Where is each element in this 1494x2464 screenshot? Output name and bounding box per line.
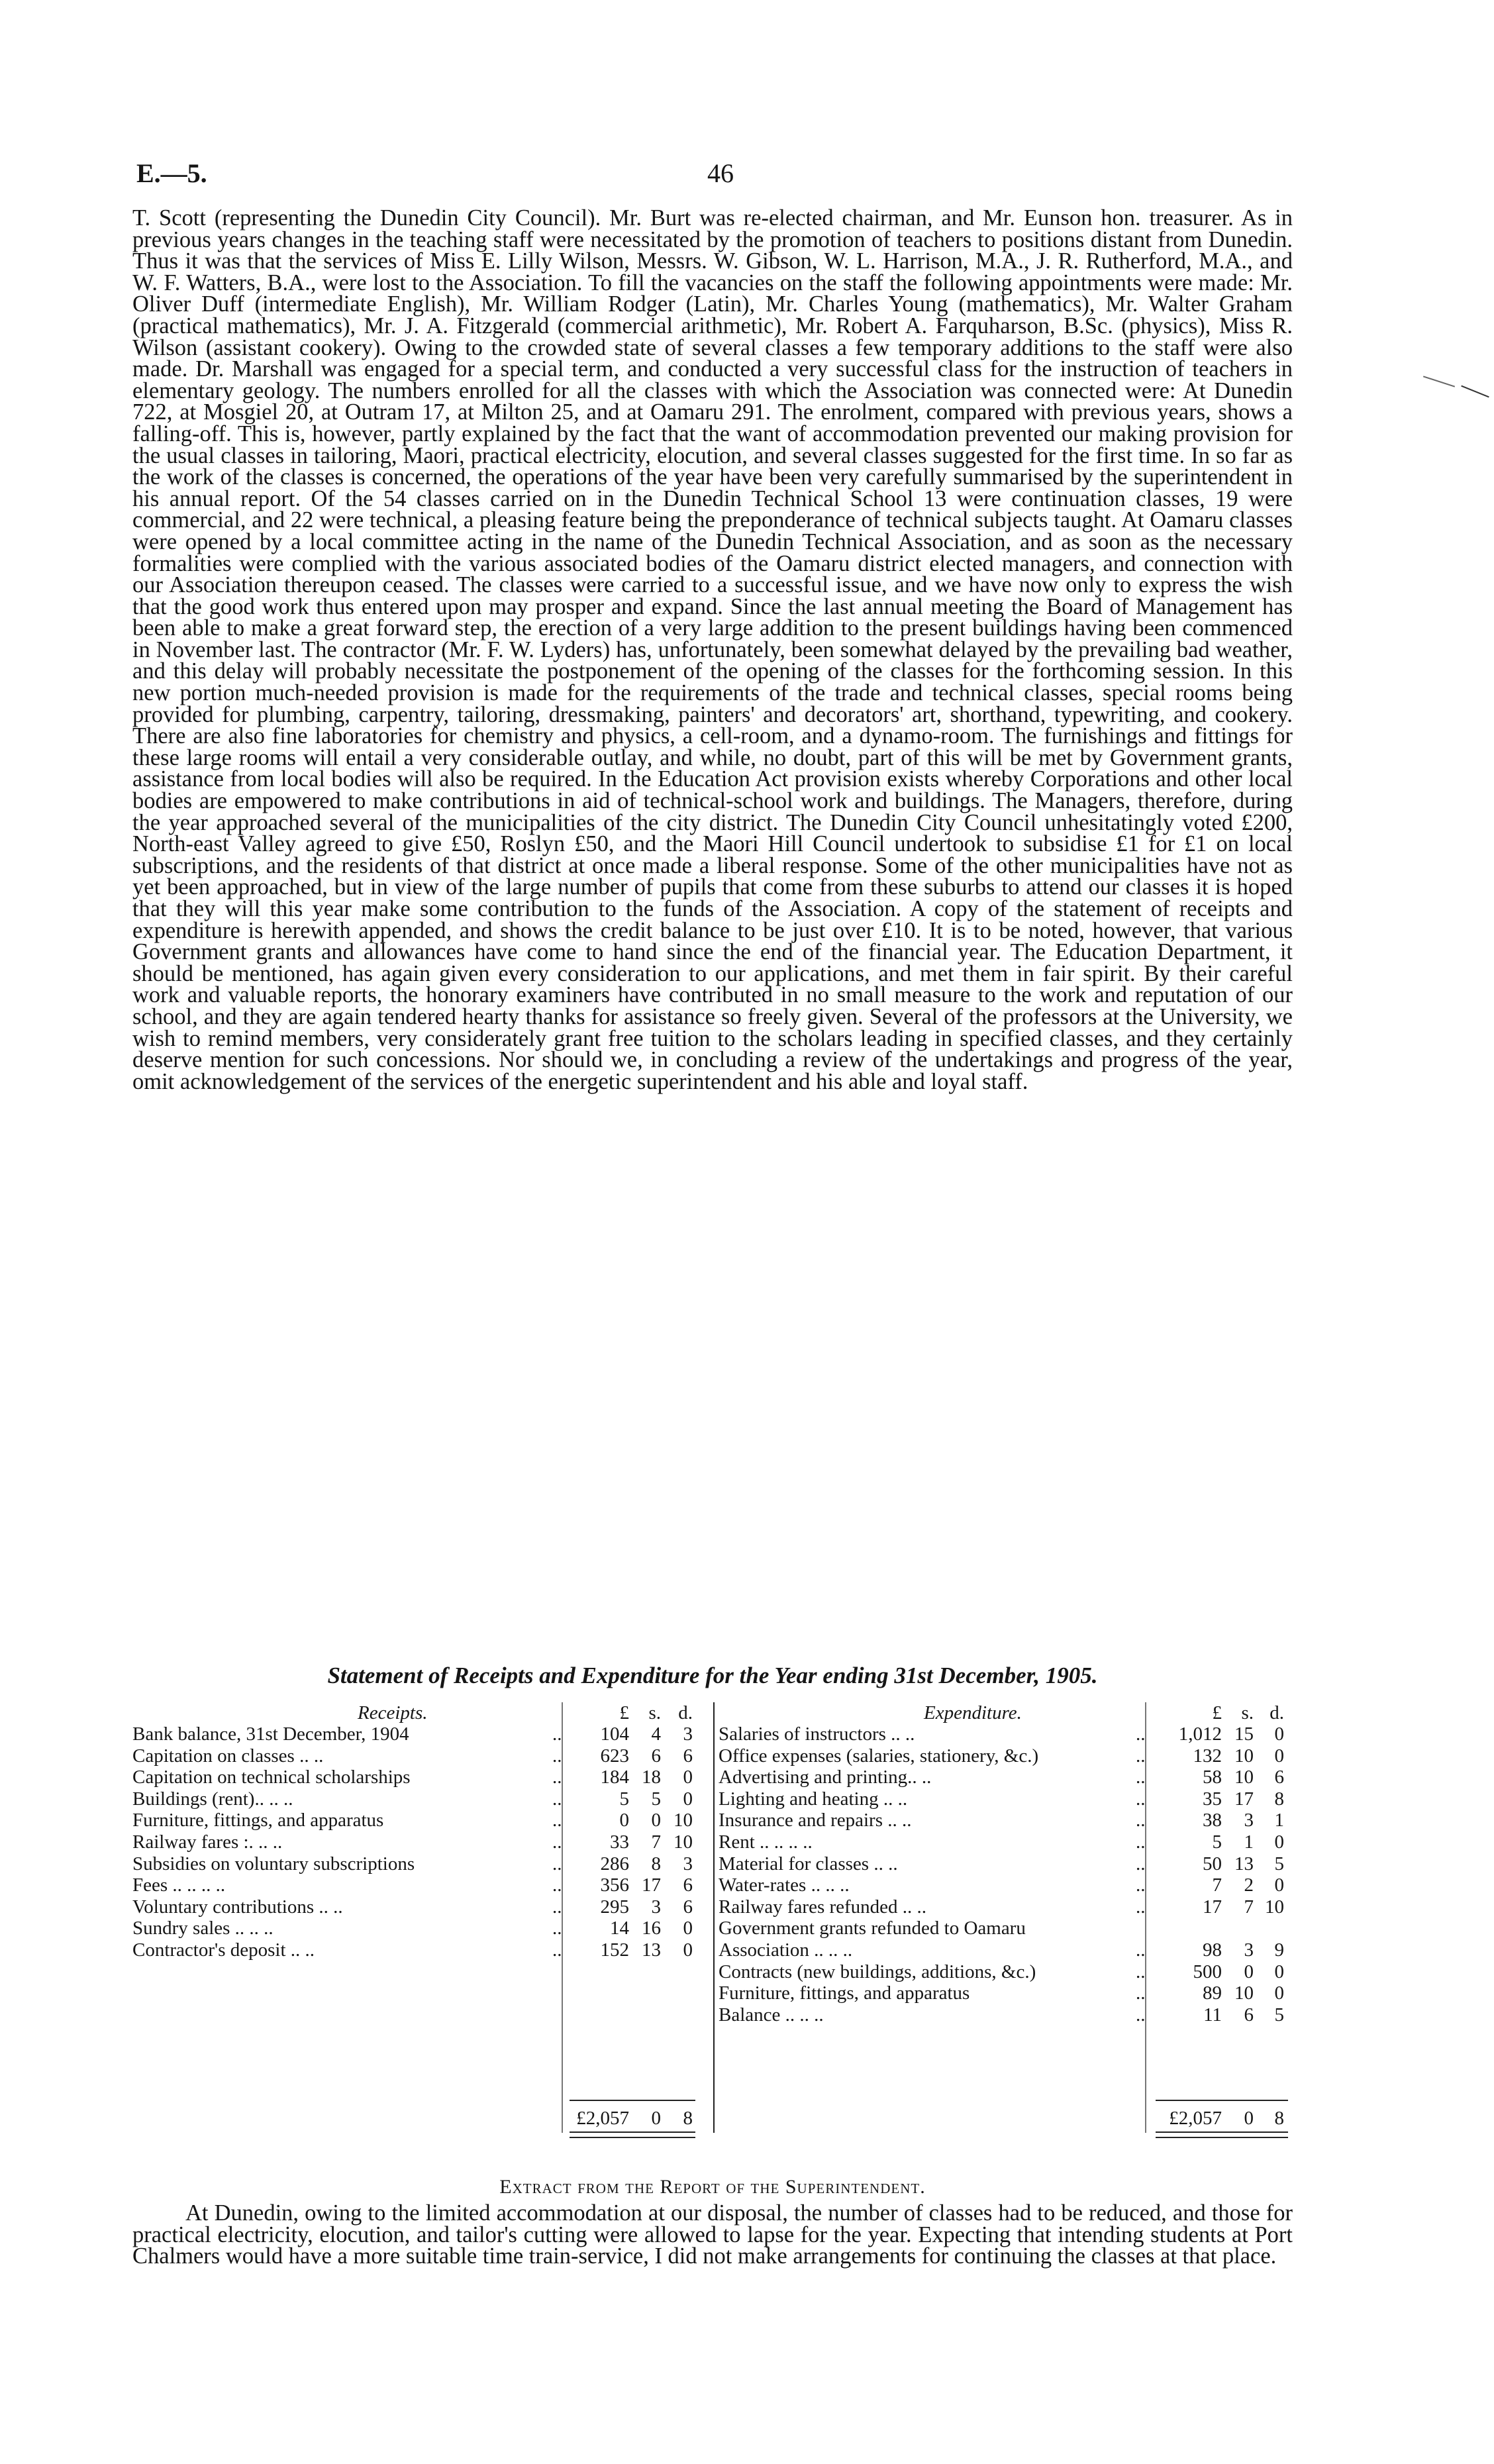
receipts-row: [132, 1788, 715, 1810]
expenditure-pence: 10: [1265, 1896, 1284, 1918]
total-double-rule: [570, 2131, 695, 2138]
expenditure-label: Association .. .. ..: [719, 1939, 853, 1961]
receipts-shillings: 5: [651, 1788, 661, 1810]
expenditure-pence: 5: [1274, 1853, 1284, 1874]
unit-pence: d.: [1270, 1702, 1284, 1723]
receipts-pence: 6: [683, 1874, 693, 1896]
statement-title: Statement of Receipts and Expenditure for the Year ending 31st December, 1905.: [327, 1663, 1098, 1688]
receipts-row: [132, 1831, 715, 1853]
receipts-label: Capitation on technical scholarships: [132, 1767, 411, 1788]
expenditure-label: Insurance and repairs .. ..: [719, 1810, 912, 1831]
receipts-label: Sundry sales .. .. ..: [132, 1918, 274, 1939]
receipts-total-shillings: 0: [651, 2108, 661, 2129]
expenditure-dot-leader: ..: [1136, 1961, 1146, 1982]
expenditure-pounds: 58: [1203, 1767, 1222, 1788]
receipts-row: [132, 1853, 715, 1875]
expenditure-pounds: 500: [1193, 1961, 1222, 1982]
receipts-label: Voluntary contributions .. ..: [132, 1896, 343, 1918]
receipts-label: Subsidies on voluntary subscriptions: [132, 1853, 415, 1874]
receipts-dot-leader: ..: [552, 1788, 562, 1810]
receipts-row: [132, 1767, 715, 1788]
expenditure-pounds: 132: [1193, 1745, 1222, 1767]
expenditure-header: [719, 1702, 1293, 1723]
receipts-pounds: 295: [600, 1896, 629, 1918]
expenditure-pounds: 5: [1212, 1831, 1222, 1853]
page-header: [132, 158, 1291, 197]
receipts-heading: Receipts.: [358, 1702, 428, 1723]
expenditure-shillings: 1: [1244, 1831, 1254, 1853]
expenditure-pounds: 17: [1203, 1896, 1222, 1918]
receipts-shillings: 6: [651, 1745, 661, 1767]
margin-mark: [1461, 385, 1489, 398]
receipts-total-row: [132, 2106, 715, 2130]
expenditure-row: [719, 1896, 1293, 1918]
receipts-shillings: 7: [651, 1831, 661, 1853]
expenditure-pence: 0: [1274, 1831, 1284, 1853]
receipts-shillings: 4: [651, 1723, 661, 1745]
receipts-label: Contractor's deposit .. ..: [132, 1939, 315, 1961]
total-rule: [570, 2100, 695, 2101]
document-reference: E.—5.: [136, 158, 207, 188]
receipts-shillings: 3: [651, 1896, 661, 1918]
receipts-pence: 3: [683, 1723, 693, 1745]
expenditure-label: Office expenses (salaries, stationery, &c.): [719, 1745, 1039, 1767]
expenditure-shillings: 2: [1244, 1874, 1254, 1896]
expenditure-label: Lighting and heating .. ..: [719, 1788, 908, 1810]
expenditure-pounds: 98: [1203, 1939, 1222, 1961]
receipts-row: [132, 1810, 715, 1831]
expenditure-dot-leader: ..: [1136, 1810, 1146, 1831]
receipts-row: [132, 1745, 715, 1767]
unit-pounds: £: [619, 1702, 629, 1723]
total-double-rule: [1156, 2131, 1288, 2138]
receipts-label: Railway fares :. .. ..: [132, 1831, 283, 1853]
receipts-dot-leader: ..: [552, 1810, 562, 1831]
expenditure-dot-leader: ..: [1136, 1896, 1146, 1918]
expenditure-row: [719, 1831, 1293, 1853]
receipts-pounds: 356: [600, 1874, 629, 1896]
receipts-dot-leader: ..: [552, 1831, 562, 1853]
expenditure-dot-leader: ..: [1136, 1853, 1146, 1874]
expenditure-label: Furniture, fittings, and apparatus: [719, 1982, 970, 2004]
extract-text: At Dunedin, owing to the limited accommodation at our disposal, the number of classes had to be reduced, and those for practical electricity, elocution, and tailor's cutting were allowed to lapse for the year. Expecting that intending students at Port Chalmers would have a more suitable time train-service, I did not make arrangements for continuing the classes at that place.: [132, 2200, 1293, 2269]
receipts-pounds: 104: [600, 1723, 629, 1745]
expenditure-row: [719, 1961, 1293, 1983]
expenditure-total-pence: 8: [1274, 2108, 1284, 2129]
expenditure-shillings: 10: [1234, 1767, 1254, 1788]
expenditure-pence: 9: [1274, 1939, 1284, 1961]
receipts-pence: 10: [673, 1810, 693, 1831]
receipts-pounds: 184: [600, 1767, 629, 1788]
expenditure-label: Railway fares refunded .. ..: [719, 1896, 927, 1918]
expenditure-row: [719, 1745, 1293, 1767]
expenditure-total-pounds: £2,057: [1169, 2108, 1222, 2129]
expenditure-dot-leader: ..: [1136, 1831, 1146, 1853]
expenditure-shillings: 3: [1244, 1810, 1254, 1831]
receipts-label: Capitation on classes .. ..: [132, 1745, 324, 1767]
margin-mark: [1423, 376, 1455, 387]
receipts-row: [132, 1918, 715, 1939]
expenditure-row: [719, 1939, 1293, 1961]
expenditure-shillings: 10: [1234, 1745, 1254, 1767]
expenditure-row: [719, 1853, 1293, 1875]
expenditure-pence: 0: [1274, 1982, 1284, 2004]
receipts-dot-leader: ..: [552, 1939, 562, 1961]
expenditure-shillings: 3: [1244, 1939, 1254, 1961]
receipts-row: [132, 1896, 715, 1918]
receipts-row: [132, 1723, 715, 1745]
expenditure-pounds: 1,012: [1178, 1723, 1222, 1745]
expenditure-shillings: 10: [1234, 1982, 1254, 2004]
expenditure-row: [719, 1982, 1293, 2004]
receipts-pounds: 33: [610, 1831, 629, 1853]
receipts-rows: [132, 1723, 715, 1961]
total-rule: [1156, 2100, 1288, 2101]
expenditure-row: [719, 1810, 1293, 1831]
body-paragraph: [132, 207, 1293, 1092]
receipts-dot-leader: ..: [552, 1853, 562, 1874]
expenditure-label: Water-rates .. .. ..: [719, 1874, 850, 1896]
expenditure-row: [719, 1767, 1293, 1788]
expenditure-shillings: 13: [1234, 1853, 1254, 1874]
receipts-pence: 0: [683, 1918, 693, 1939]
receipts-dot-leader: ..: [552, 1896, 562, 1918]
receipts-pence: 0: [683, 1767, 693, 1788]
receipts-pence: 10: [673, 1831, 693, 1853]
receipts-dot-leader: ..: [552, 1767, 562, 1788]
expenditure-pounds: 50: [1203, 1853, 1222, 1874]
expenditure-pounds: 89: [1203, 1982, 1222, 2004]
receipts-pounds: 14: [610, 1918, 629, 1939]
unit-shillings: s.: [648, 1702, 661, 1723]
unit-pounds: £: [1212, 1702, 1222, 1723]
expenditure-label: Rent .. .. .. ..: [719, 1831, 813, 1853]
expenditure-total-shillings: 0: [1244, 2108, 1254, 2129]
expenditure-pounds: 35: [1203, 1788, 1222, 1810]
receipts-total-pence: 8: [683, 2108, 693, 2129]
receipts-shillings: 0: [651, 1810, 661, 1831]
receipts-pence: 0: [683, 1788, 693, 1810]
expenditure-rows: [719, 1723, 1293, 2026]
expenditure-pence: 5: [1274, 2004, 1284, 2026]
receipts-expenditure-table: [132, 1702, 1293, 2146]
receipts-shillings: 13: [642, 1939, 661, 1961]
expenditure-dot-leader: ..: [1136, 1723, 1146, 1745]
expenditure-label: Balance .. .. ..: [719, 2004, 824, 2026]
expenditure-total-row: [719, 2106, 1293, 2130]
receipts-pounds: 152: [600, 1939, 629, 1961]
expenditure-dot-leader: ..: [1136, 1939, 1146, 1961]
receipts-total-pounds: £2,057: [576, 2108, 629, 2129]
expenditure-pence: 0: [1274, 1745, 1284, 1767]
unit-shillings: s.: [1241, 1702, 1254, 1723]
expenditure-label: Material for classes .. ..: [719, 1853, 898, 1874]
expenditure-label: Advertising and printing.. ..: [719, 1767, 932, 1788]
expenditure-pence: 0: [1274, 1961, 1284, 1982]
receipts-pounds: 286: [600, 1853, 629, 1874]
expenditure-row: [719, 2004, 1293, 2026]
expenditure-label: Government grants refunded to Oamaru: [719, 1918, 1026, 1939]
receipts-pence: 0: [683, 1939, 693, 1961]
expenditure-dot-leader: ..: [1136, 1874, 1146, 1896]
expenditure-pounds: 7: [1212, 1874, 1222, 1896]
extract-title: Extract from the Report of the Superintendent.: [499, 2176, 926, 2198]
receipts-shillings: 17: [642, 1874, 661, 1896]
receipts-dot-leader: ..: [552, 1723, 562, 1745]
expenditure-pounds: 11: [1203, 2004, 1222, 2026]
expenditure-dot-leader: ..: [1136, 2004, 1146, 2026]
receipts-label: Bank balance, 31st December, 1904: [132, 1723, 409, 1745]
receipts-row: [132, 1939, 715, 1961]
page-number: 46: [707, 158, 734, 188]
expenditure-pence: 8: [1274, 1788, 1284, 1810]
expenditure-label: Contracts (new buildings, additions, &c.): [719, 1961, 1036, 1982]
receipts-shillings: 16: [642, 1918, 661, 1939]
receipts-label: Fees .. .. .. ..: [132, 1874, 226, 1896]
receipts-shillings: 18: [642, 1767, 661, 1788]
expenditure-shillings: 15: [1234, 1723, 1254, 1745]
unit-pence: d.: [678, 1702, 693, 1723]
expenditure-pence: 0: [1274, 1874, 1284, 1896]
expenditure-dot-leader: ..: [1136, 1982, 1146, 2004]
expenditure-dot-leader: ..: [1136, 1745, 1146, 1767]
expenditure-row: [719, 1788, 1293, 1810]
receipts-pounds: 5: [619, 1788, 629, 1810]
receipts-shillings: 8: [651, 1853, 661, 1874]
receipts-label: Buildings (rent).. .. ..: [132, 1788, 293, 1810]
receipts-row: [132, 1874, 715, 1896]
expenditure-row: [719, 1918, 1293, 1939]
expenditure-dot-leader: ..: [1136, 1767, 1146, 1788]
receipts-column: [132, 1702, 715, 2129]
receipts-label: Furniture, fittings, and apparatus: [132, 1810, 384, 1831]
expenditure-dot-leader: ..: [1136, 1788, 1146, 1810]
receipts-header: [132, 1702, 715, 1723]
expenditure-pence: 0: [1274, 1723, 1284, 1745]
expenditure-shillings: 17: [1234, 1788, 1254, 1810]
expenditure-shillings: 6: [1244, 2004, 1254, 2026]
extract-paragraph: [132, 2202, 1293, 2267]
receipts-pounds: 623: [600, 1745, 629, 1767]
expenditure-row: [719, 1723, 1293, 1745]
expenditure-shillings: 7: [1244, 1896, 1254, 1918]
expenditure-heading: Expenditure.: [924, 1702, 1022, 1723]
receipts-pence: 6: [683, 1896, 693, 1918]
expenditure-pence: 6: [1274, 1767, 1284, 1788]
receipts-dot-leader: ..: [552, 1918, 562, 1939]
expenditure-pounds: 38: [1203, 1810, 1222, 1831]
expenditure-column: [719, 1702, 1293, 2129]
receipts-dot-leader: ..: [552, 1745, 562, 1767]
receipts-pence: 6: [683, 1745, 693, 1767]
body-text: T. Scott (representing the Dunedin City Council). Mr. Burt was re-elected chairman, and Mr. Eunson hon. treasurer. As in previous years changes in the teaching staff were necessitated by the promotion of teachers to positions distant from Dunedin. Thus it was that the services of Miss E. Lilly Wilson, Messrs. W. Gibson, W. L. Harrison, M.A., J. R. Rutherford, M.A., and W. F. Watters, B.A., were lost to the Association. To fill the vacancies on the staff the following appointments were made: Mr. Oliver Duff (intermediate English), Mr. William Rodger (Latin), Mr. Charles Young (mathematics), Mr. Walter Graham (practical mathematics), Mr. J. A. Fitzgerald (commercial arithmetic), Mr. Robert A. Farquharson, B.Sc. (physics), Miss R. Wilson (assistant cookery). Owing to the crowded state of several classes a few temporary additions to the staff were also made. Dr. Marshall was engaged for a special term, and conducted a very successful class for the instruction of teachers in elementary geology. The numbers enrolled for all the classes with which the Association was connected were: At Dunedin 722, at Mosgiel 20, at Outram 17, at Milton 25, and at Oamaru 291. The enrolment, compared with previous years, shows a falling-off. This is, however, partly explained by the fact that the want of accommodation prevented our making provision for the usual classes in tailoring, Maori, practical electricity, elocution, and several classes suggested for the first time. In so far as the work of the classes is concerned, the operations of the year have been very carefully summarised by the superintendent in his annual report. Of the 54 classes carried on in the Dunedin Technical School 13 were continuation classes, 19 were commercial, and 22 were technical, a pleasing feature being the preponderance of technical subjects taught. At Oamaru classes were opened by a local committee acting in the name of the Dunedin Technical Association, and as soon as the necessary formalities were complied with the various associated bodies of the Oamaru district elected managers, and connection with our Association thereupon ceased. The classes were carried to a successful issue, and we have now only to express the wish that the good work thus entered upon may prosper and expand. Since the last annual meeting the Board of Management has been able to make a great forward step, the erection of a very large addition to the present buildings having been commenced in November last. The contractor (Mr. F. W. Lyders) has, unfortunately, been somewhat delayed by the prevailing bad weather, and this delay will probably necessitate the postponement of the opening of the classes for the forthcoming session. In this new portion much-needed provision is made for the requirements of the trade and technical classes, special rooms being provided for plumbing, carpentry, tailoring, dressmaking, painters' and decorators' art, shorthand, typewriting, and cookery. There are also fine laboratories for chemistry and physics, a cell-room, and a dynamo-room. The furnishings and fittings for these large rooms will entail a very considerable outlay, and while, no doubt, part of this will be met by Government grants, assistance from local bodies will also be required. In the Education Act provision exists whereby Corporations and other local bodies are empowered to make contributions in aid of technical-school work and buildings. The Managers, therefore, during the year approached several of the municipalities of the city district. The Dunedin City Council unhesitatingly voted £200, North-east Valley agreed to give £50, Roslyn £50, and the Maori Hill Council undertook to subsidise £1 for £1 on local subscriptions, and the residents of that district at once made a liberal response. Some of the other municipalities have not as yet been approached, but in view of the large number of pupils that come from these suburbs to attend our classes it is hoped that they will this year make some contribution to the funds of the Association. A copy of the statement of receipts and expenditure is herewith appended, and shows the credit balance to be just over £10. It is to be noted, however, that various Government grants and allowances have come to hand since the end of the financial year. The Education Department, it should be mentioned, has again given every consideration to our applications, and met them in fair spirit. By their careful work and valuable reports, the honorary examiners have contributed in no small measure to the work and reputation of our school, and they are again tendered hearty thanks for assistance so freely given. Several of the professors at the University, we wish to remind members, very considerately grant free tuition to the scholars leading in specified classes, and they certainly deserve mention for such concessions. Nor should we, in concluding a review of the undertakings and progress of the year, omit acknowledgement of the services of the energetic superintendent and his able and loyal staff.: [132, 205, 1293, 1094]
receipts-pounds: 0: [619, 1810, 629, 1831]
expenditure-shillings: 0: [1244, 1961, 1254, 1982]
receipts-dot-leader: ..: [552, 1874, 562, 1896]
expenditure-label: Salaries of instructors .. ..: [719, 1723, 915, 1745]
receipts-pence: 3: [683, 1853, 693, 1874]
expenditure-row: [719, 1874, 1293, 1896]
expenditure-pence: 1: [1274, 1810, 1284, 1831]
